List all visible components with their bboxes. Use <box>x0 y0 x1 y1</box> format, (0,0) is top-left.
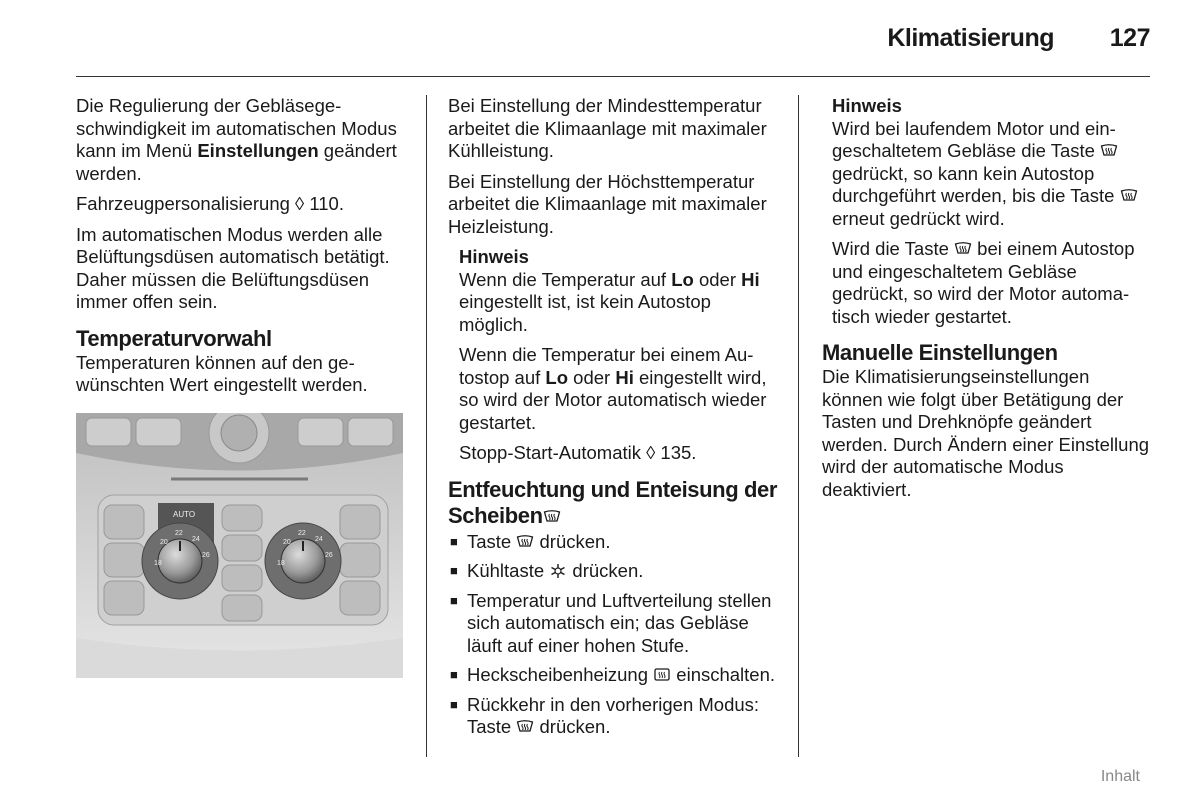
text: drücken. <box>534 716 611 737</box>
text: Die Regulierung der Gebläsegeschwindigkeit im automatischen Modus kann im Menü <box>76 95 397 161</box>
windshield-defrost-icon <box>1120 188 1138 204</box>
section-heading: Manuelle Einstellungen <box>822 340 1058 365</box>
list-item: ■ Temperatur und Luftverteilung stellen sich automatisch ein; das Gebläse läuft auf einer hohen Stufe. <box>448 590 783 658</box>
text: oder <box>693 268 742 290</box>
text: erneut gedrückt wird. <box>832 207 1005 229</box>
note-text <box>832 118 1152 231</box>
column-1 <box>76 95 406 405</box>
note-text <box>832 238 1152 328</box>
dial-label: 26 <box>202 552 210 559</box>
list-item <box>448 664 783 687</box>
windshield-defrost-icon <box>954 241 972 257</box>
text: Wird die Taste <box>832 238 955 259</box>
windshield-defrost-icon <box>516 719 534 735</box>
hi-label: Hi <box>615 366 634 388</box>
windshield-defrost-icon <box>516 534 534 550</box>
contents-link[interactable]: Inhalt <box>1100 768 1140 785</box>
page-header <box>76 0 1150 77</box>
text: oder <box>568 366 616 388</box>
dial-label: 20 <box>160 539 168 546</box>
text: Rückkehr in den vorherigen Modus: Taste <box>467 693 760 737</box>
hi-label: Hi <box>741 268 760 290</box>
rear-window-heating-icon <box>653 667 671 683</box>
paragraph: Bei Einstellung der Höchsttemperatur arbeitet die Klimaanlage mit maximaler Heizleistung. <box>448 170 767 237</box>
note-text <box>459 344 783 434</box>
dial-label: 26 <box>325 552 333 559</box>
menu-term: Einstellungen <box>197 140 319 161</box>
text: eingestellt wird, so wird der Motor automatisch wieder gestartet. <box>459 366 767 433</box>
column-2 <box>448 95 783 746</box>
paragraph: Bei Einstellung der Mindesttemperatur arbeitet die Klimaanlage mit maximaler Kühlleistung. <box>448 95 767 161</box>
dial-label: 20 <box>283 539 291 546</box>
list-item <box>448 694 783 739</box>
note-heading: Hinweis <box>459 246 529 267</box>
page-title: Klimatisierung <box>887 24 1054 52</box>
note-text <box>459 269 783 337</box>
note-heading: Hinweis <box>832 95 902 116</box>
paragraph-crossref[interactable]: Fahrzeugpersonalisierung ◊ 110. <box>76 193 344 214</box>
text: Wird bei laufendem Motor und eingeschaltetem Gebläse die Taste <box>832 117 1116 161</box>
page-number: 127 <box>1109 24 1150 52</box>
dial-label: 22 <box>298 530 306 537</box>
note-box <box>448 246 783 465</box>
text: bei einem Autostop und eingeschaltetem Gebläse gedrückt, so wird der Motor automatisch wieder gestartet. <box>832 238 1135 327</box>
paragraph: Temperaturen können auf den gewünschten Wert eingestellt werden. <box>76 351 368 395</box>
text: Wenn die Temperatur bei einem Autostop auf <box>459 344 754 388</box>
text: eingestellt ist, ist kein Autostop möglich. <box>459 291 711 335</box>
paragraph: Die Klimatisierungseinstellungen können wie folgt über Betätigung der Tasten und Drehknöpfe geändert werden. Durch Ändern einer Einstellung wird der automatische Modus deaktiviert. <box>822 366 1150 500</box>
snowflake-icon <box>549 563 567 579</box>
lo-label: Lo <box>545 366 569 388</box>
instruction-list <box>448 531 783 739</box>
text: einschalten. <box>671 664 776 685</box>
paragraph: Im automatischen Modus werden alle Belüftungsdüsen automatisch betätigt. Daher müssen die Belüftungsdüsen immer offen sein. <box>76 223 390 312</box>
dial-label: 24 <box>192 536 200 543</box>
column-divider <box>798 95 799 757</box>
note-box <box>822 95 1152 328</box>
note-crossref[interactable]: Stopp-Start-Automatik ◊ 135. <box>459 442 697 463</box>
lo-label: Lo <box>671 268 694 290</box>
paragraph <box>76 95 406 185</box>
dial-label: 22 <box>175 530 183 537</box>
list-item <box>448 531 783 554</box>
text: gedrückt, so kann kein Autostop durchgeführt werden, bis die Taste <box>832 162 1120 206</box>
text: Wenn die Temperatur auf <box>459 268 672 290</box>
dial-label: 24 <box>315 536 323 543</box>
text: Taste <box>467 530 517 552</box>
auto-button-label: AUTO <box>173 510 196 519</box>
dial-label: 18 <box>277 560 285 567</box>
column-3 <box>822 95 1152 509</box>
windshield-defrost-icon <box>543 509 561 525</box>
section-heading <box>448 477 783 529</box>
climate-control-panel-figure <box>76 413 403 678</box>
windshield-defrost-icon <box>1100 143 1118 159</box>
heading-text: Entfeuchtung und Enteisung der Scheiben <box>448 476 777 528</box>
column-divider <box>426 95 427 757</box>
text: Kühltaste <box>467 560 550 581</box>
text: geändert werden. <box>76 140 397 184</box>
dial-label: 18 <box>154 560 162 567</box>
text: drücken. <box>534 530 611 552</box>
text: drücken. <box>567 560 644 581</box>
list-item <box>448 560 783 583</box>
section-heading: Temperaturvorwahl <box>76 325 272 351</box>
text: Heckscheibenheizung <box>467 664 654 685</box>
